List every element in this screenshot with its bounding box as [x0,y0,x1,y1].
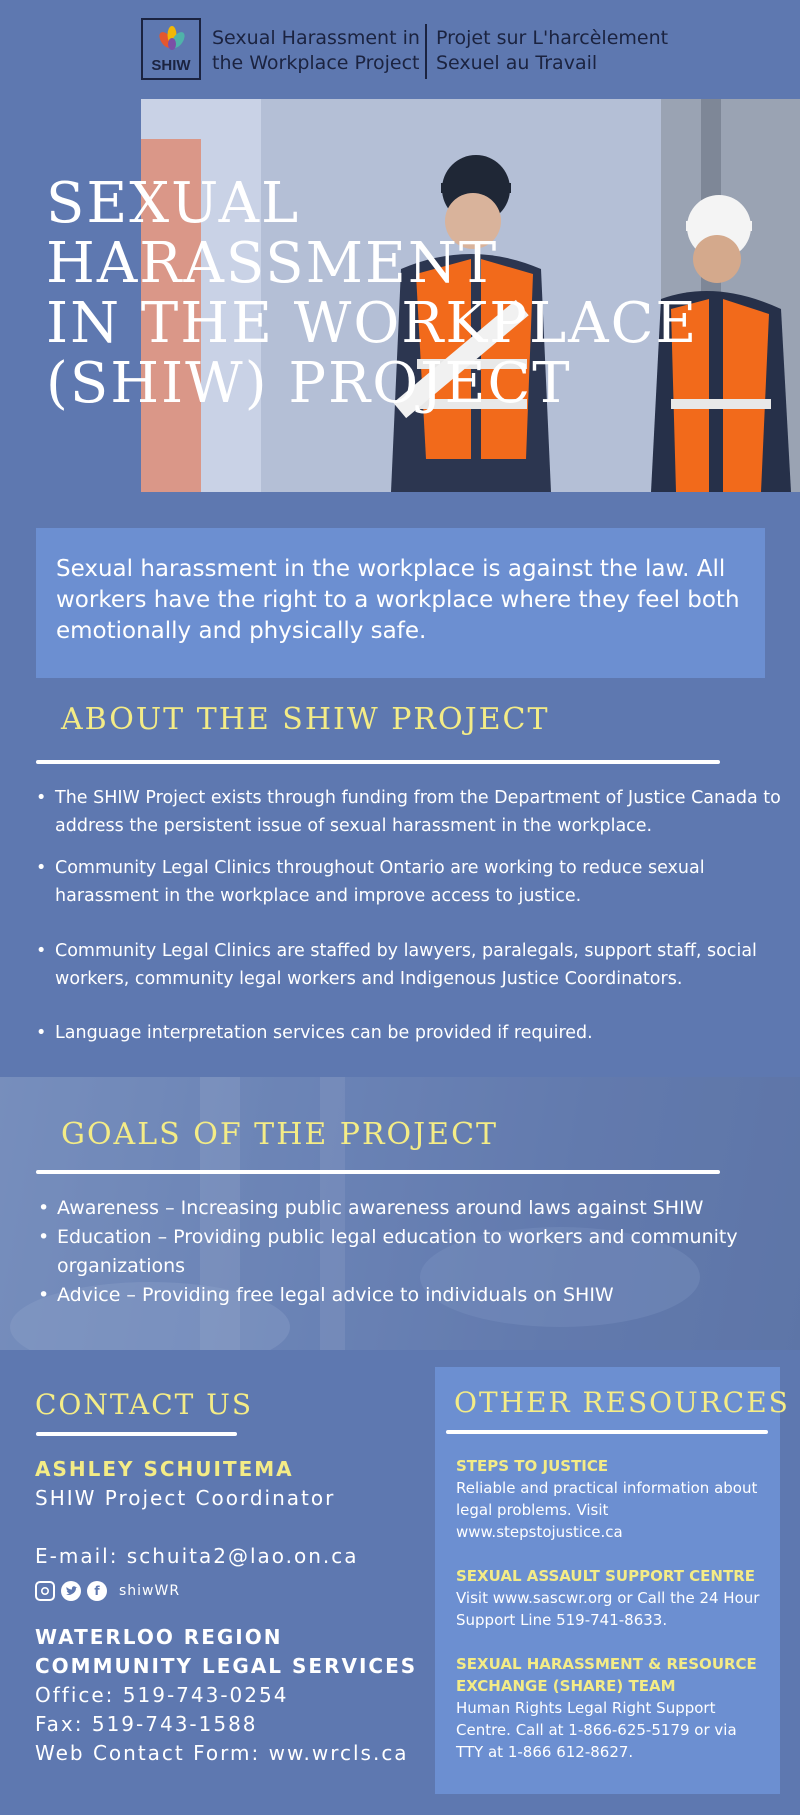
header-title-en-line2: the Workplace Project [212,52,420,74]
header-title-en-line1: Sexual Harassment in [212,27,420,49]
contact-office-phone[interactable]: Office: 519-743-0254 [35,1683,289,1707]
hero-title-line3: IN THE WORKPLACE [46,291,699,356]
about-section-title: ABOUT THE SHIW PROJECT [61,702,550,737]
org-name-line2: COMMUNITY LEGAL SERVICES [35,1654,418,1678]
resources-section-title: OTHER RESOURCES [454,1386,790,1419]
logo-text: SHIW [151,57,191,74]
resource-1-body: Reliable and practical information about legal problems. Visit www.stepstojustice.ca [456,1479,758,1541]
goals-section-title: GOALS OF THE PROJECT [61,1117,499,1152]
shiw-logo [141,18,201,80]
leaf-logo-icon [157,24,187,54]
about-item-2 [36,854,755,910]
contact-name: ASHLEY SCHUITEMA [35,1457,294,1481]
hero-title-line1: SEXUAL [46,171,301,236]
about-item-1-text: The SHIW Project exists through funding from the Department of Justice Canada to address the persistent issue of sexual harassment in the workplace. [55,788,781,836]
bullet-dot-icon: • [36,941,47,961]
bullet-dot-icon: • [36,1023,47,1043]
about-item-2-text: Community Legal Clinics throughout Ontario are working to reduce sexual harassment in the workplace and improve access to justice. [55,858,705,906]
goals-item-3 [38,1281,777,1310]
header-title-en [212,26,420,76]
contact-fax: Fax: 519-743-1588 [35,1712,258,1736]
about-item-3 [36,937,775,993]
hero-title-line4: (SHIW) PROJECT [46,351,572,416]
contact-divider [36,1432,237,1436]
bullet-dot-icon: • [38,1284,50,1306]
bullet-dot-icon: • [36,858,47,878]
goals-item-2-text: Education – Providing public legal education to workers and community organizations [57,1226,738,1277]
twitter-icon[interactable] [61,1581,81,1601]
header-divider [425,24,427,79]
resource-3-heading: SEXUAL HARASSMENT & RESOURCE EXCHANGE (SHARE) TEAM [456,1655,757,1695]
facebook-icon[interactable]: f [87,1581,107,1601]
header-title-fr-line2: Sexuel au Travail [436,52,598,74]
bullet-dot-icon: • [36,788,47,808]
about-item-3-text: Community Legal Clinics are staffed by lawyers, paralegals, support staff, social workers, community legal workers and Indigenous Justice Coordinators. [55,941,757,989]
goals-divider [36,1170,720,1174]
resource-2-heading: SEXUAL ASSAULT SUPPORT CENTRE [456,1567,756,1585]
org-name-line1: WATERLOO REGION [35,1625,283,1649]
goals-item-2 [38,1223,747,1281]
resource-2-body: Visit www.sascwr.org or Call the 24 Hour Support Line 519-741-8633. [456,1589,760,1629]
intro-statement: Sexual harassment in the workplace is against the law. All workers have the right to a workplace where they feel both emotionally and physically safe. [36,528,765,678]
goals-item-3-text: Advice – Providing free legal advice to individuals on SHIW [57,1284,614,1306]
about-item-4-text: Language interpretation services can be provided if required. [55,1023,593,1043]
goals-item-1 [38,1194,777,1223]
about-divider [36,760,720,764]
social-links [35,1580,180,1602]
bullet-dot-icon: • [38,1197,50,1219]
contact-email[interactable]: E-mail: schuita2@lao.on.ca [35,1544,359,1568]
hero-title-line2: HARASSMENT [46,231,499,296]
resource-1-heading: STEPS TO JUSTICE [456,1457,609,1475]
bullet-dot-icon: • [38,1226,50,1248]
about-item-4 [36,1019,775,1047]
resources-divider [446,1430,768,1434]
social-handle[interactable]: shiwWR [119,1583,181,1599]
instagram-icon[interactable] [35,1581,55,1601]
goals-item-1-text: Awareness – Increasing public awareness around laws against SHIW [57,1197,704,1219]
hero-title [46,171,786,416]
about-item-1 [36,784,785,840]
resource-3-body: Human Rights Legal Right Support Centre. Call at 1-866-625-5179 or via TTY at 1-866 612-8627. [456,1699,737,1761]
header-title-fr-line1: Projet sur L'harcèlement [436,27,669,49]
header-title-fr [436,26,668,76]
contact-web-form[interactable]: Web Contact Form: ww.wrcls.ca [35,1741,409,1765]
contact-section-title: CONTACT US [35,1388,254,1421]
contact-role: SHIW Project Coordinator [35,1486,336,1510]
